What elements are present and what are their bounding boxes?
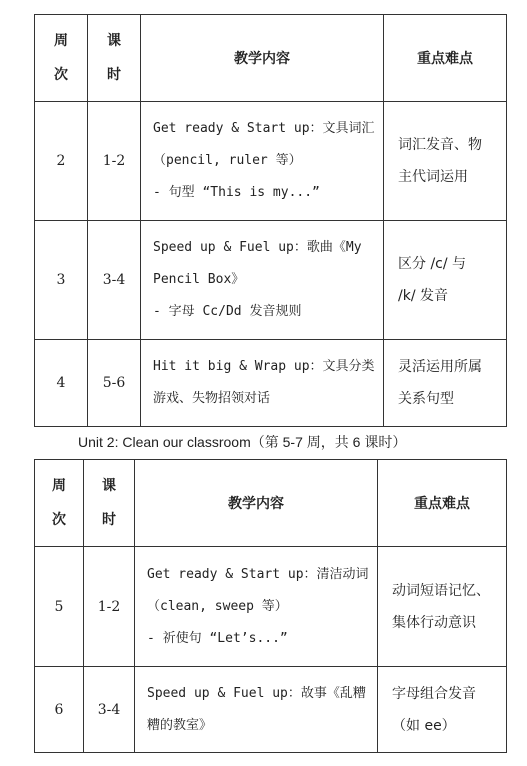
header-content: 教学内容	[141, 15, 384, 102]
key-points-cell: 灵活运用所属 关系句型	[384, 340, 507, 427]
period-cell: 3-4	[88, 221, 141, 340]
table-row	[35, 667, 507, 753]
week-cell: 6	[35, 667, 84, 753]
week-cell: 4	[35, 340, 88, 427]
header-key-points: 重点难点	[384, 15, 507, 102]
week-cell: 3	[35, 221, 88, 340]
schedule-table-unit1	[34, 14, 507, 427]
key-points-cell: 区分 /c/ 与 /k/ 发音	[384, 221, 507, 340]
table-row	[35, 221, 507, 340]
unit-caption: Unit 2: Clean our classroom（第 5-7 周，共 6 课时）	[78, 434, 407, 450]
content-cell: Speed up & Fuel up：歌曲《My Pencil Box》 - 字母 Cc/Dd 发音规则	[141, 221, 384, 340]
period-cell: 5-6	[88, 340, 141, 427]
period-cell: 3-4	[84, 667, 135, 753]
period-cell: 1-2	[88, 102, 141, 221]
header-week: 周 次	[35, 15, 88, 102]
table-row	[35, 547, 507, 667]
content-cell: Speed up & Fuel up：故事《乱糟 糟的教室》	[135, 667, 378, 753]
week-cell: 5	[35, 547, 84, 667]
header-period: 课 时	[88, 15, 141, 102]
table-row	[35, 102, 507, 221]
table-row	[35, 340, 507, 427]
content-cell: Get ready & Start up：文具词汇 （pencil, ruler 等） - 句型 “This is my...”	[141, 102, 384, 221]
period-cell: 1-2	[84, 547, 135, 667]
header-key-points: 重点难点	[378, 460, 507, 547]
key-points-cell: 字母组合发音 （如 ee）	[378, 667, 507, 753]
header-week: 周 次	[35, 460, 84, 547]
key-points-cell: 动词短语记忆、 集体行动意识	[378, 547, 507, 667]
header-content: 教学内容	[135, 460, 378, 547]
table-header-row	[35, 15, 507, 102]
content-cell: Get ready & Start up：清洁动词 （clean, sweep 等） - 祈使句 “Let’s...”	[135, 547, 378, 667]
week-cell: 2	[35, 102, 88, 221]
schedule-table-unit2	[34, 459, 507, 753]
key-points-cell: 词汇发音、物 主代词运用	[384, 102, 507, 221]
content-cell: Hit it big & Wrap up：文具分类 游戏、失物招领对话	[141, 340, 384, 427]
header-period: 课 时	[84, 460, 135, 547]
table-header-row	[35, 460, 507, 547]
